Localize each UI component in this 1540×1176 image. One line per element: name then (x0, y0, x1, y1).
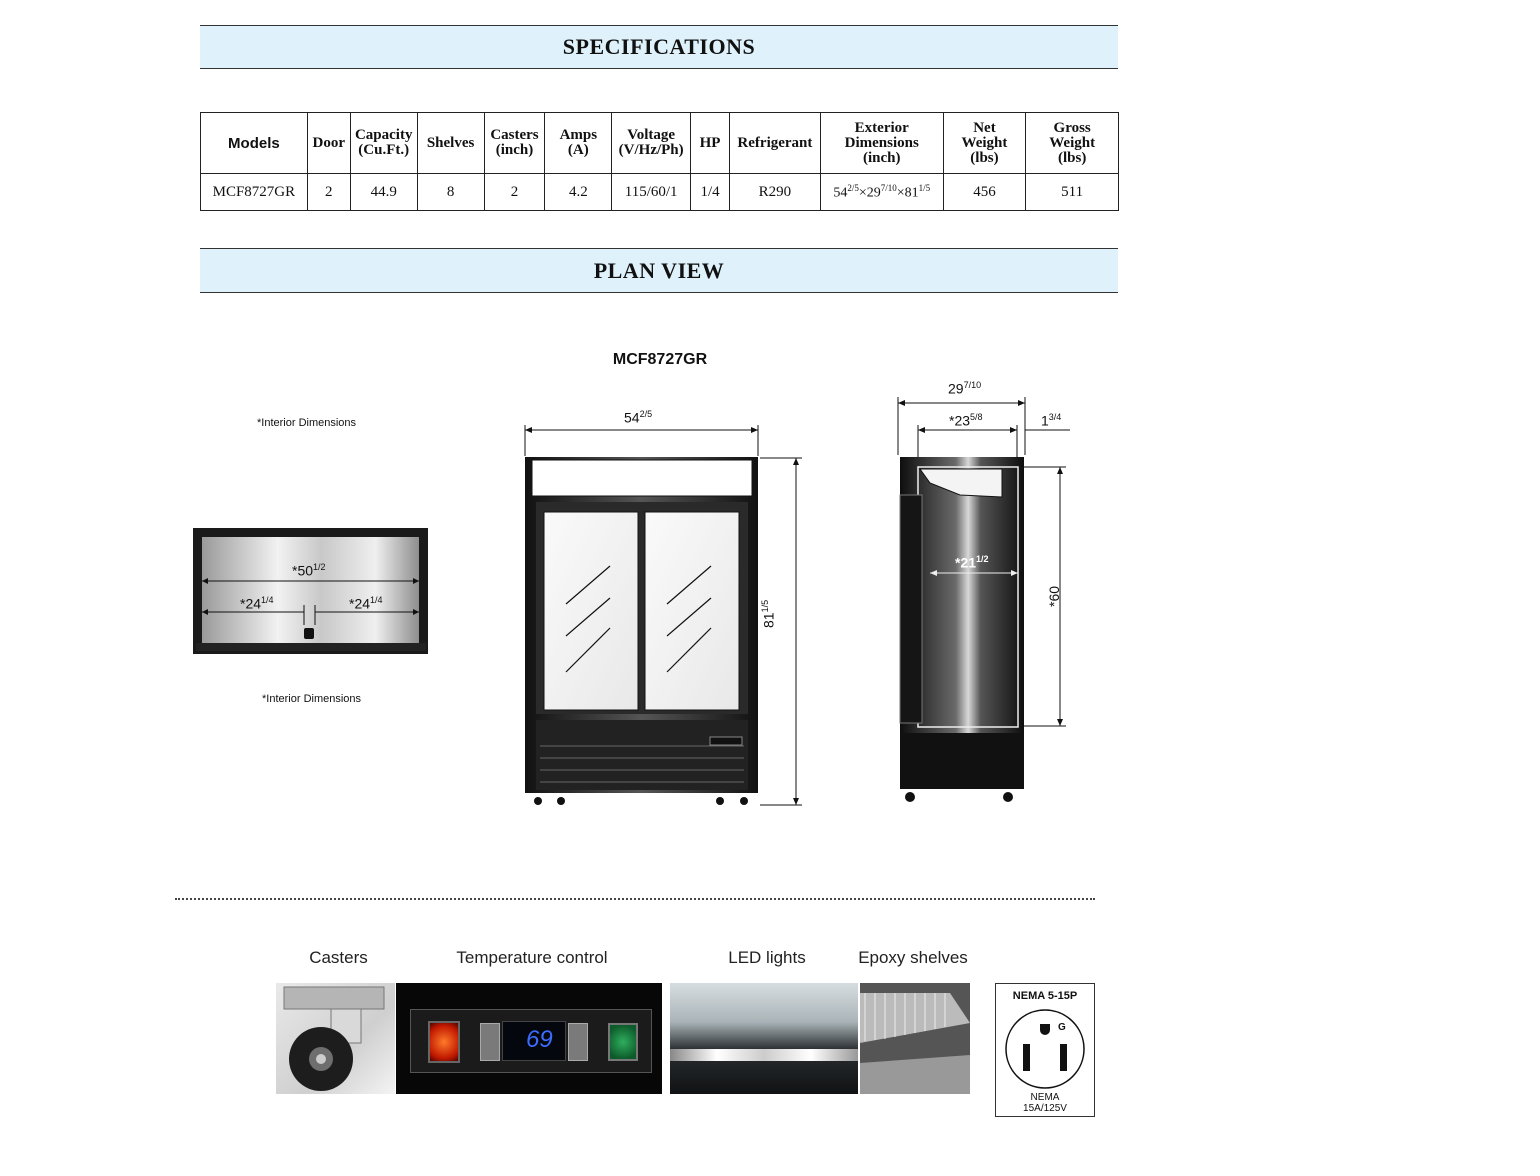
epoxy-shelves-photo (860, 983, 970, 1094)
side-view-depth: $29^{7/10}$ (948, 380, 982, 397)
drawing-model-title: MCF8727GR (612, 351, 708, 368)
top-view-total-width: $*50^{1/2}$ (292, 562, 326, 579)
cell-amps: 4.2 (545, 174, 612, 211)
side-view-offset: $1^{3/4}$ (1041, 412, 1062, 429)
nema-footer-1: NEMA (1030, 1092, 1060, 1103)
front-view-width: $54^{2/5}$ (624, 409, 653, 426)
specifications-title: SPECIFICATIONS (562, 34, 756, 59)
nema-outlet-icon (1004, 1008, 1086, 1090)
col-hp: HP (691, 113, 730, 174)
cell-exterior-dimensions: $54^{2/5}\times 29^{7/10}\times 81^{1/5}$ (820, 174, 943, 211)
dotted-separator (175, 898, 1095, 900)
col-shelves: Shelves (417, 113, 484, 174)
light-switch-green (608, 1023, 638, 1061)
cell-shelves: 8 (417, 174, 484, 211)
col-exterior-dimensions: Exterior Dimensions (inch) (820, 113, 943, 174)
col-gross-weight: Gross Weight (lbs) (1026, 113, 1119, 174)
cell-door: 2 (307, 174, 350, 211)
nema-title: NEMA 5-15P (1012, 990, 1078, 1002)
nema-footer-2: 15A/125V (1023, 1103, 1067, 1114)
cell-net-weight: 456 (943, 174, 1026, 211)
cell-refrigerant: R290 (729, 174, 820, 211)
cell-capacity: 44.9 (350, 174, 417, 211)
col-casters: Casters (inch) (484, 113, 545, 174)
interior-note-top: *Interior Dimensions (257, 417, 357, 429)
casters-photo (276, 983, 395, 1094)
nema-plug-box (995, 983, 1095, 1117)
button-right (568, 1023, 588, 1061)
table-row (201, 174, 1119, 211)
plan-view-title: PLAN VIEW (593, 258, 725, 283)
specifications-table (200, 112, 1119, 211)
led-strip (670, 1049, 858, 1061)
col-refrigerant: Refrigerant (729, 113, 820, 174)
cell-gross-weight: 511 (1026, 174, 1119, 211)
temperature-control-photo (396, 983, 662, 1094)
col-voltage: Voltage (V/Hz/Ph) (612, 113, 691, 174)
top-view-right-width: $*24^{1/4}$ (349, 595, 383, 612)
col-amps: Amps (A) (545, 113, 612, 174)
plan-view-header (200, 248, 1118, 293)
top-view-left-width: $*24^{1/4}$ (240, 595, 274, 612)
col-door: Door (307, 113, 350, 174)
cell-casters: 2 (484, 174, 545, 211)
top-view-drawing (190, 525, 432, 660)
feature-label-epoxy-shelves: Epoxy shelves (858, 948, 968, 967)
feature-label-casters: Casters (309, 948, 368, 967)
col-capacity: Capacity (Cu.Ft.) (350, 113, 417, 174)
cell-voltage: 115/60/1 (612, 174, 691, 211)
side-view-interior-width: $*21^{1/2}$ (955, 554, 989, 571)
button-left (480, 1023, 500, 1061)
col-models: Models (201, 113, 308, 174)
side-view-interior-depth: $*23^{5/8}$ (949, 412, 983, 429)
col-net-weight: Net Weight (lbs) (943, 113, 1026, 174)
cell-model: MCF8727GR (201, 174, 308, 211)
specifications-header (200, 25, 1118, 69)
side-view-interior-height: *60 (1046, 585, 1062, 607)
temperature-readout: 69 (526, 1026, 553, 1053)
front-view-height: $81^{1/5}$ (760, 599, 777, 628)
feature-label-led-lights: LED lights (728, 948, 806, 967)
table-header-row (201, 113, 1119, 174)
interior-note-bottom: *Interior Dimensions (262, 693, 362, 705)
feature-label-temperature-control: Temperature control (456, 948, 608, 967)
cell-hp: 1/4 (691, 174, 730, 211)
led-lights-photo (670, 983, 858, 1094)
power-switch-red (428, 1021, 460, 1063)
nema-ground-label: G (1058, 1022, 1066, 1033)
